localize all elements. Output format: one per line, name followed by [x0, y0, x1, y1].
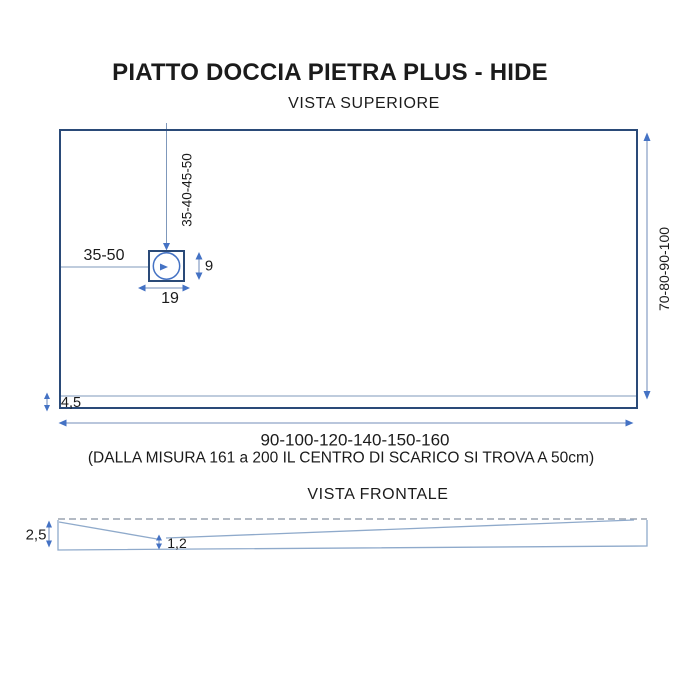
- up-arrowhead-icon: [196, 252, 203, 260]
- left-arrowhead-icon: [138, 285, 146, 292]
- drain-width-label: 19: [161, 290, 179, 307]
- top-view-heading: VISTA SUPERIORE: [288, 95, 440, 112]
- down-arrowhead-icon: [44, 405, 50, 412]
- up-arrowhead-icon: [46, 521, 52, 528]
- up-arrowhead-icon: [156, 535, 162, 541]
- drain-offset-top-label: 35-40-45-50: [179, 153, 195, 227]
- front-min-height-label: 1,2: [167, 535, 187, 551]
- down-arrowhead-icon: [644, 391, 651, 400]
- front-height-label: 2,5: [25, 526, 47, 544]
- drain-circle: [153, 253, 179, 279]
- drain-offset-left-label: 35-50: [83, 247, 125, 264]
- down-arrowhead-icon: [46, 541, 52, 548]
- tray-outline: [60, 130, 637, 408]
- right-arrowhead-icon: [626, 420, 634, 427]
- tray-widths-label: 90-100-120-140-150-160: [260, 430, 450, 450]
- down-arrowhead-icon: [163, 243, 170, 251]
- up-arrowhead-icon: [644, 133, 651, 142]
- tray-depth-label: 70-80-90-100: [656, 226, 672, 312]
- front-slope-up-line: [166, 520, 634, 538]
- edge-thickness-label: 4,5: [60, 394, 82, 411]
- page-title: PIATTO DOCCIA PIETRA PLUS - HIDE: [112, 59, 548, 86]
- front-view-heading: VISTA FRONTALE: [307, 486, 449, 503]
- front-profile-outline: [58, 520, 647, 550]
- front-slope-down-line: [59, 522, 157, 539]
- down-arrowhead-icon: [156, 544, 162, 550]
- left-arrowhead-icon: [59, 420, 67, 427]
- drain-height-label: 9: [204, 257, 214, 275]
- up-arrowhead-icon: [44, 393, 50, 400]
- down-arrowhead-icon: [196, 273, 203, 281]
- right-arrowhead-icon: [183, 285, 191, 292]
- drain-position-note: (DALLA MISURA 161 a 200 IL CENTRO DI SCARICO SI TROVA A 50cm): [87, 449, 595, 467]
